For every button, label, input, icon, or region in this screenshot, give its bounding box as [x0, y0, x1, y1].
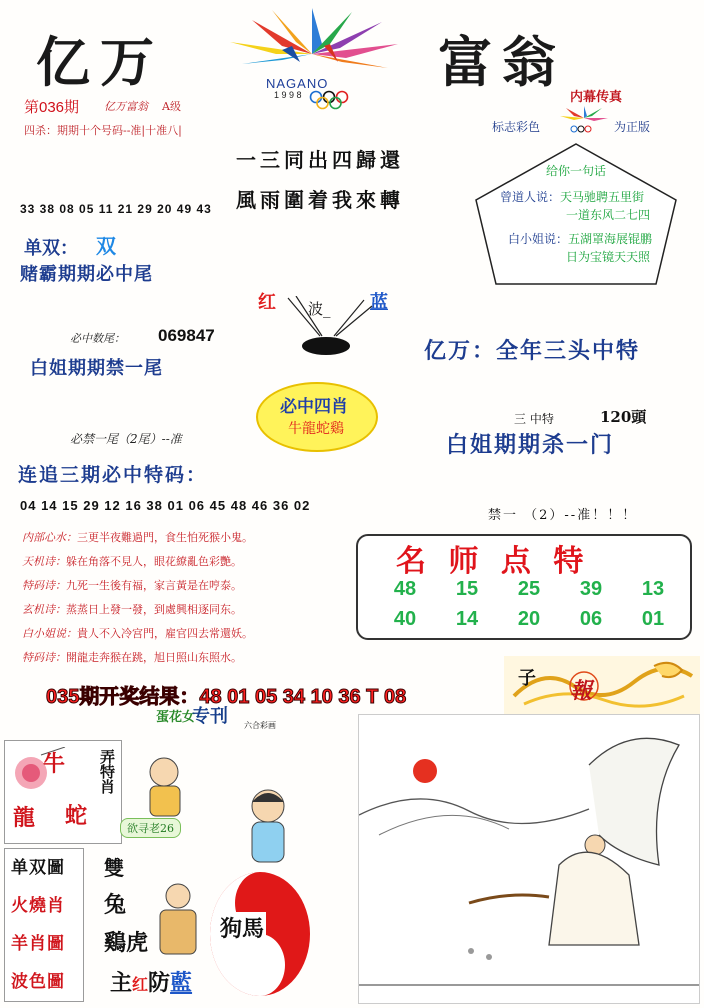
fax-right: 为正版	[614, 120, 651, 134]
logo-year: 1 9 9 8	[274, 90, 302, 100]
logo-text: NAGANO	[266, 76, 329, 91]
poem-row	[22, 598, 352, 622]
ban-one: 禁一 （2）--准！！！	[488, 508, 638, 523]
must-tail-value: 069847	[158, 326, 215, 345]
small-flower-logo-icon	[556, 104, 612, 136]
girl-illustration	[234, 784, 300, 870]
odd-even-value: 双	[96, 234, 116, 258]
issue-level: A级	[162, 100, 181, 113]
label-fire-chart: 火燒肖	[11, 896, 65, 916]
dog-horse: 狗馬	[218, 912, 266, 943]
poem-label: 特码诗：	[22, 579, 66, 592]
fax-left: 标志彩色	[492, 120, 541, 134]
label-wave-chart: 波色圖	[11, 972, 65, 992]
zodiac-snake: 蛇	[65, 803, 88, 829]
three-head-value: 120頭	[600, 408, 647, 426]
banner-title: 专刊	[192, 706, 228, 727]
wave-red: 红	[258, 292, 276, 313]
poem-label: 白小姐说：	[22, 627, 77, 640]
four-zodiac-title: 必中四肖	[280, 397, 348, 417]
wave-main-label: 主	[110, 970, 133, 996]
poem-label: 天机诗：	[22, 555, 66, 568]
master-number: 06	[579, 608, 603, 630]
yiwan-text: 亿万：全年三头中特	[424, 338, 641, 364]
wave-middle: 波_	[308, 300, 331, 318]
label-odd-even-chart: 单双圖	[11, 858, 65, 878]
must-tail-label: 必中数尾：	[70, 332, 125, 345]
four-zodiac-items: 牛龍蛇鷄	[288, 421, 344, 437]
poem-label: 内部心水：	[22, 531, 77, 544]
poem-row	[22, 646, 352, 670]
numbers-row-1: 33 38 08 05 11 21 29 20 49 43	[20, 202, 212, 216]
issue-note: 四杀：期期十个号码--准|十准八|	[24, 124, 182, 137]
pentagon-line-2: 一道东风二七四	[566, 208, 651, 222]
wave-guard-label: 防	[148, 970, 171, 996]
master-number: 01	[641, 608, 665, 630]
master-number: 15	[455, 578, 479, 600]
olympic-rings-icon	[308, 90, 368, 110]
poem-line-1: 一三同出四歸還	[236, 148, 404, 172]
poem-line-2: 風雨圍着我來轉	[236, 188, 404, 212]
banner-small: 六合彩画	[244, 721, 276, 730]
issue-brand: 亿万富翁	[104, 100, 148, 113]
poem-row	[22, 550, 352, 574]
chart-labels-panel	[4, 848, 84, 1002]
kill-gate: 白姐期期杀一门	[446, 432, 615, 458]
poem-text: 開龍走奔猴在跳，旭日照山东照水。	[66, 651, 242, 664]
master-row-2	[374, 608, 684, 631]
three-head-label: 三 中特	[514, 412, 554, 426]
landscape-illustration	[359, 715, 699, 1003]
pentagon-label-3: 白小姐说：	[508, 232, 569, 246]
master-number: 40	[393, 608, 417, 630]
pentagon-title: 给你一句话	[546, 164, 607, 178]
girl-icon	[234, 784, 300, 870]
poem-text: 蒸蒸日上發一發，到處興相逐同东。	[66, 603, 242, 616]
master-number: 20	[517, 608, 541, 630]
zi-text: 子	[518, 668, 536, 689]
odd-even-label: 单双：	[24, 238, 78, 259]
chase-title: 连追三期必中特码：	[18, 464, 208, 486]
master-number: 48	[393, 578, 417, 600]
label-sheep-chart: 羊肖圖	[11, 934, 65, 954]
zodiac-ox: 牛	[43, 751, 66, 777]
draw-result: 035期开奖结果：48 01 05 34 10 36 T 08	[46, 686, 407, 708]
old-man-illustration	[148, 880, 208, 960]
must-tail-subtitle: 白姐期期禁一尾	[30, 358, 163, 379]
master-number: 39	[579, 578, 603, 600]
pentagon-text-3: 五湖罩海展锟鹏	[568, 232, 653, 246]
banner-brand: 蛋花女	[156, 710, 196, 725]
poem-row	[22, 574, 352, 598]
master-row-1	[374, 578, 684, 601]
fax-title: 内幕传真	[570, 90, 623, 105]
zi-bao-banner	[504, 656, 700, 714]
sign-double: 雙	[104, 856, 124, 880]
chase-numbers: 04 14 15 29 12 16 38 01 06 45 48 46 36 02	[20, 498, 311, 513]
issue-label: 第036期	[24, 99, 80, 116]
pot-icon	[280, 296, 380, 360]
zodiac-rabbit: 兔	[104, 892, 127, 918]
pentagon-text-1: 天马驰聘五里街	[560, 190, 645, 204]
bottom-banner	[148, 702, 278, 730]
sticker: 欲寻老26	[120, 818, 181, 838]
poem-label: 玄机诗：	[22, 603, 66, 616]
poem-text: 三更半夜難過門，食生怕死猴小鬼。	[77, 531, 253, 544]
wave-guard-blue: 藍	[170, 970, 193, 996]
poem-label: 特码诗：	[22, 651, 66, 664]
poem-text: 躲在角落不見人，眼花繚亂色彩艷。	[66, 555, 242, 568]
poem-row	[22, 526, 352, 550]
wave-guard	[110, 966, 192, 997]
ban-tail: 必禁一尾（2尾）--准	[70, 432, 182, 446]
master-number: 14	[455, 608, 479, 630]
wave-main-red: 红	[132, 975, 149, 994]
pentagon-line-1	[500, 188, 644, 205]
odd-even-subtitle: 赌霸期期必中尾	[20, 264, 153, 285]
title-right: 富翁	[438, 30, 566, 94]
pentagon-label-1: 曾道人说：	[500, 190, 561, 204]
poem-text: 貴人不入冷宫門，雇官四去常還妖。	[77, 627, 253, 640]
pentagon-line-4: 日为宝镜天天照	[566, 250, 651, 264]
master-title: 名 师 点 特	[396, 544, 590, 579]
poem-text: 九死一生後有福，家言黃是在哼泰。	[66, 579, 242, 592]
vertical-title: 弄特肖	[98, 749, 116, 794]
zodiac-rooster-tiger: 鷄虎	[104, 930, 149, 956]
title-left: 亿万	[36, 30, 164, 94]
landscape-panel	[358, 714, 700, 1004]
zodiac-dragon: 龍	[13, 805, 36, 831]
master-number: 13	[641, 578, 665, 600]
old-man-icon	[148, 880, 208, 960]
pentagon-line-3	[508, 230, 652, 247]
poem-row	[22, 622, 352, 646]
poem-list	[22, 526, 352, 670]
nagano-logo	[212, 6, 412, 112]
master-number: 25	[517, 578, 541, 600]
bao-text: 報	[570, 678, 593, 704]
zodiac-panel	[4, 740, 122, 844]
wave-blue: 蓝	[370, 292, 388, 313]
